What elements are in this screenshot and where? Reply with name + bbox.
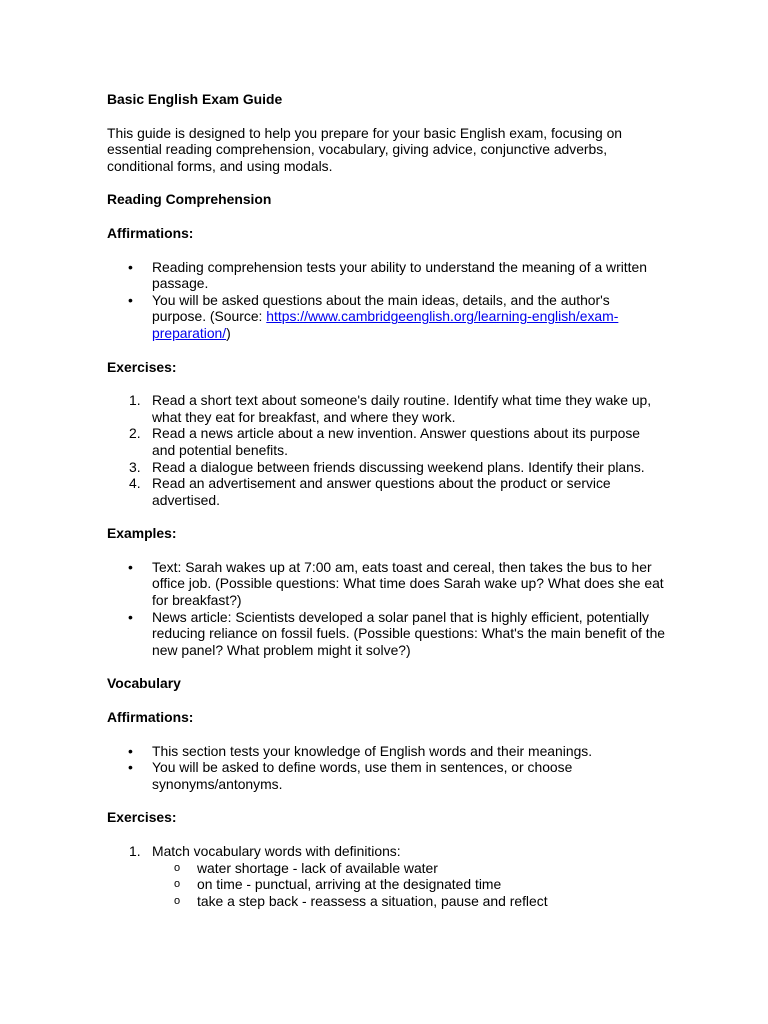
vocabulary-sublist	[152, 860, 667, 910]
bullet-icon: •	[128, 608, 133, 625]
reading-affirmation-2-text: You will be asked questions about the main ideas, details, and the author's purpose. (Source:	[152, 291, 610, 325]
list-number: 2.	[129, 425, 141, 442]
circle-bullet-icon: o	[174, 861, 181, 874]
list-item	[107, 459, 667, 476]
vocabulary-affirmation-text: This section tests your knowledge of English words and their meanings.	[152, 742, 593, 759]
circle-bullet-icon: o	[174, 878, 181, 891]
vocabulary-pair-text: water shortage - lack of available water	[197, 859, 438, 876]
list-item	[107, 559, 667, 609]
bullet-icon: •	[128, 291, 133, 308]
vocabulary-pair-text: on time - punctual, arriving at the designated time	[197, 876, 502, 893]
list-item	[107, 743, 667, 760]
document-title: Basic English Exam Guide	[107, 91, 283, 107]
intro-paragraph: This guide is designed to help you prepare for your basic English exam, focusing on essential reading comprehension, vocabulary, giving advice, conjunctive adverbs, conditional forms, and using modals.	[107, 124, 623, 174]
reading-exercise-text: Read an advertisement and answer questions about the product or service advertised.	[152, 475, 611, 508]
list-item	[107, 609, 667, 659]
list-item	[107, 292, 667, 342]
list-number: 4.	[129, 475, 141, 492]
reading-affirmations-list	[107, 259, 667, 342]
vocabulary-affirmations-list	[107, 743, 667, 793]
vocabulary-affirmation-text: You will be asked to define words, use them in sentences, or choose synonyms/antonyms.	[152, 759, 573, 792]
reading-examples-heading: Examples:	[107, 525, 177, 542]
reading-affirmations-heading: Affirmations:	[107, 224, 194, 241]
reading-exercises-heading: Exercises:	[107, 358, 177, 375]
list-item	[107, 759, 667, 792]
reading-examples-list	[107, 559, 667, 659]
reading-example-text: News article: Scientists developed a solar panel that is highly efficient, potentially reducing reliance on fossil fuels. (Possible questions: What's the main benefit of the new panel? What problem might it solve?)	[152, 608, 666, 658]
source-link[interactable]: https://www.cambridgeenglish.org/learning-english/exam-preparation/	[152, 308, 619, 341]
vocabulary-exercises-heading: Exercises:	[107, 809, 177, 826]
sublist-item	[152, 893, 667, 910]
list-item	[107, 843, 667, 909]
reading-exercise-text: Read a news article about a new invention. Answer questions about its purpose and potential benefits.	[152, 425, 641, 458]
list-item	[107, 425, 667, 458]
list-number: 1.	[129, 392, 141, 409]
list-item	[107, 259, 667, 292]
vocabulary-exercises-list	[107, 843, 667, 909]
vocabulary-affirmations-heading: Affirmations:	[107, 709, 194, 726]
bullet-icon: •	[128, 558, 133, 575]
vocabulary-heading: Vocabulary	[107, 675, 181, 692]
list-number: 3.	[129, 458, 141, 475]
reading-heading: Reading Comprehension	[107, 191, 272, 208]
vocabulary-pair-text: take a step back - reassess a situation, pause and reflect	[197, 892, 548, 909]
circle-bullet-icon: o	[174, 894, 181, 907]
document-page	[107, 91, 667, 909]
reading-example-text: Text: Sarah wakes up at 7:00 am, eats toast and cereal, then takes the bus to her office job. (Possible questions: What time does Sarah wake up? What does she eat for breakfast?)	[152, 558, 664, 609]
list-item	[107, 475, 667, 508]
reading-exercises-list	[107, 392, 667, 508]
reading-affirmation-1: Reading comprehension tests your ability to understand the meaning of a written passage.	[152, 258, 647, 292]
list-number: 1.	[129, 843, 141, 859]
reading-exercise-text: Read a dialogue between friends discussing weekend plans. Identify their plans.	[152, 458, 645, 475]
bullet-icon: •	[128, 258, 133, 275]
sublist-item	[152, 876, 667, 893]
vocabulary-exercise-text: Match vocabulary words with definitions:	[152, 843, 401, 859]
sublist-item	[152, 860, 667, 877]
list-item	[107, 392, 667, 425]
reading-affirmation-2-end: )	[226, 324, 231, 341]
bullet-icon: •	[128, 742, 133, 759]
bullet-icon: •	[128, 759, 133, 776]
reading-exercise-text: Read a short text about someone's daily routine. Identify what time they wake up, what they eat for breakfast, and where they work.	[152, 392, 652, 425]
